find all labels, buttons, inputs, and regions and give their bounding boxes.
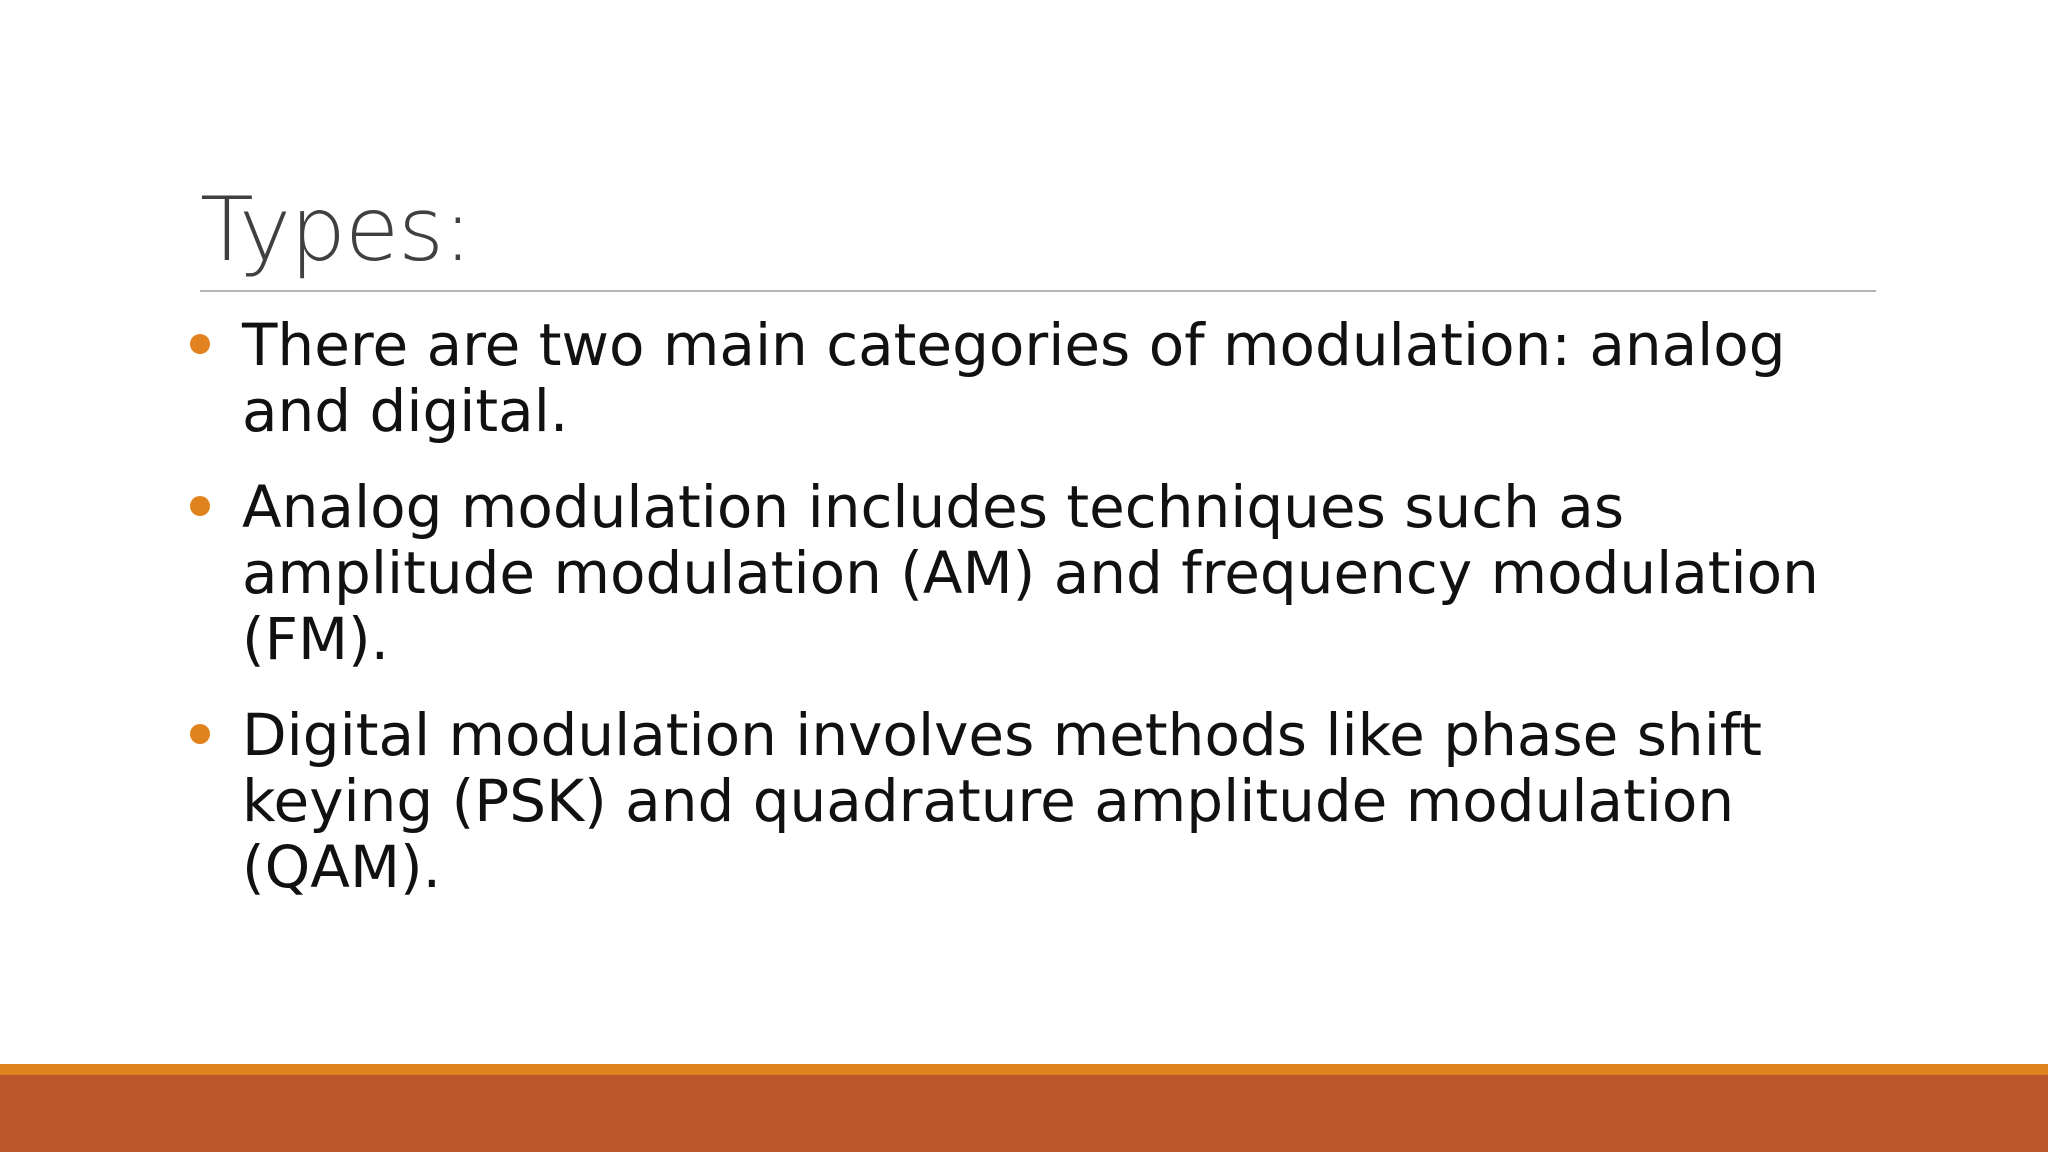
bullet-text: There are two main categories of modulation: analog and digital.: [242, 311, 1786, 445]
bullet-text: Analog modulation includes techniques such as amplitude modulation (AM) and frequency modulation (FM).: [242, 473, 1819, 673]
bullet-item: [180, 702, 1880, 900]
bullet-list: [180, 312, 1880, 930]
bullet-dot-icon: [190, 724, 210, 744]
bullet-item: [180, 312, 1880, 444]
bullet-dot-icon: [190, 334, 210, 354]
footer-band: [0, 1075, 2048, 1152]
bullet-item: [180, 474, 1880, 672]
footer-accent-stripe: [0, 1064, 2048, 1075]
slide-title: Types:: [200, 178, 472, 281]
bullet-text: Digital modulation involves methods like phase shift keying (PSK) and quadrature amplitude modulation (QAM).: [242, 701, 1762, 901]
title-divider: [200, 290, 1876, 292]
bullet-dot-icon: [190, 496, 210, 516]
